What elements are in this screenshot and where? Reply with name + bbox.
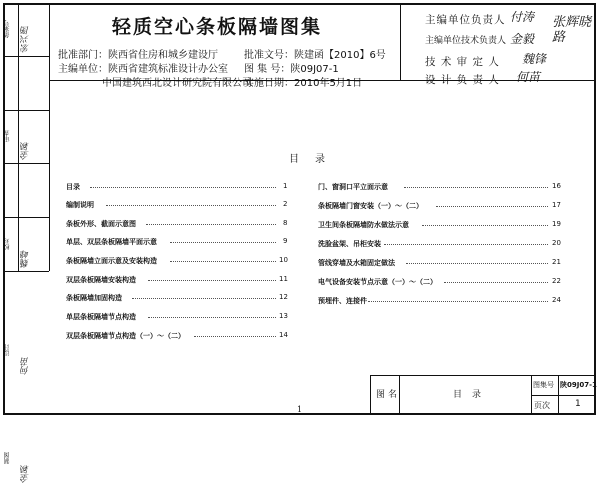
toc-entry[interactable]: [66, 182, 292, 192]
toc-entry[interactable]: [318, 182, 564, 192]
toc-entry-page: 17: [552, 201, 561, 209]
side-row-label: 审查: [4, 130, 11, 142]
toc-leader: [148, 280, 276, 281]
toc-entry-title: 条板隔墙加固构造: [66, 294, 122, 302]
toc-entry-page: 24: [552, 296, 561, 304]
toc-entry-title: 条板隔墙门窗安装（一）～（二）: [318, 202, 423, 210]
toc-entry-title: 洗脸盆架、吊柜安装: [318, 240, 381, 248]
toc-entry-page: 12: [279, 293, 288, 301]
toc-entry-title: 条板隔墙立面示意及安装构造: [66, 257, 157, 265]
atlas-no-label: 图集号: [533, 381, 554, 389]
toc-leader: [384, 244, 548, 245]
side-row: [3, 3, 49, 57]
atlas-no: 图 集 号：陕09J07-1: [244, 64, 339, 75]
toc-entry-page: 20: [552, 239, 561, 247]
side-row-signature: 何苗: [21, 357, 31, 375]
role-signature: 何苗: [516, 70, 541, 84]
toc-entry[interactable]: [318, 277, 564, 287]
toc-entry-title: 编制说明: [66, 201, 94, 209]
side-row: [3, 56, 49, 160]
toc-leader: [422, 225, 548, 226]
role-signature: 金毅: [510, 32, 535, 46]
page-title: 轻质空心条板隔墙图集: [112, 16, 323, 38]
side-approval-panel: [3, 3, 50, 483]
role-signature: 付涛: [510, 10, 535, 24]
toc-entry-title: 门、窗洞口平立面示意: [318, 183, 388, 191]
side-row-signature: 魏峰: [21, 250, 31, 268]
toc-entry[interactable]: [318, 220, 564, 230]
toc-entry[interactable]: [66, 256, 292, 266]
toc-entry-page: 8: [283, 219, 288, 227]
toc-entry[interactable]: [66, 275, 292, 285]
title-block-divider: [531, 395, 595, 396]
toc-entry-page: 14: [279, 331, 288, 339]
toc-entry[interactable]: [318, 239, 564, 249]
role-label: 设 计 负 责 人: [425, 74, 500, 86]
toc-leader: [194, 336, 276, 337]
side-row-label: 制图: [4, 452, 11, 464]
toc-heading: 目录: [289, 154, 341, 165]
side-row-signature: 宏兴图: [21, 26, 31, 53]
side-row-label: 校对: [4, 238, 11, 250]
toc-leader: [404, 187, 548, 188]
role-signature: 魏锋: [522, 52, 547, 66]
header-seal-signature: 张辉晓路: [552, 15, 592, 45]
page-value: 1: [575, 399, 581, 409]
toc-entry-page: 13: [279, 312, 288, 320]
role-label: 技 术 审 定 人: [425, 56, 500, 68]
toc-entry[interactable]: [66, 331, 292, 341]
compiler: 主编单位：陕西省建筑标准设计办公室: [58, 64, 228, 75]
role-label: 主编单位技术负责人: [425, 36, 507, 46]
side-row-signature: 金颖: [21, 465, 31, 483]
side-row-signature: 金颖: [21, 142, 31, 160]
header-divider: [400, 3, 401, 80]
toc-entry-title: 双层条板隔墙安装构造: [66, 276, 136, 284]
toc-entry-page: 2: [283, 200, 288, 208]
effective-date: 实施日期：2010年5月1日: [244, 78, 363, 89]
toc-leader: [170, 242, 276, 243]
toc-entry[interactable]: [318, 258, 564, 268]
toc-entry-page: 1: [283, 182, 288, 190]
toc-entry[interactable]: [318, 296, 564, 306]
toc-entry-page: 10: [279, 256, 288, 264]
toc-entry[interactable]: [66, 237, 292, 247]
toc-leader: [106, 205, 276, 206]
toc-entry-title: 单层条板隔墙节点构造: [66, 313, 136, 321]
toc-leader: [146, 224, 276, 225]
toc-leader: [90, 187, 276, 188]
approval-dept: 批准部门：陕西省住房和城乡建设厅: [58, 50, 218, 61]
role-label: 主编单位负责人: [425, 14, 506, 26]
toc-leader: [406, 263, 548, 264]
page-label: 页次: [534, 401, 550, 410]
bottom-page-mark: 1: [297, 405, 303, 414]
toc-entry-title: 卫生间条板隔墙防水做法示意: [318, 221, 409, 229]
atlas-no-value: 陕09J07-1: [560, 381, 597, 389]
toc-entry[interactable]: [66, 293, 292, 303]
toc-leader: [170, 261, 276, 262]
toc-entry[interactable]: [66, 312, 292, 322]
drawing-name: 目录: [453, 390, 492, 400]
toc-entry-title: 双层条板隔墙节点构造（一）～（二）: [66, 332, 185, 340]
toc-entry-page: 16: [552, 182, 561, 190]
toc-entry-title: 条板外形、截面示意图: [66, 220, 136, 228]
toc-leader: [148, 317, 276, 318]
side-row-label: 备案号: [4, 20, 11, 39]
toc-entry[interactable]: [318, 201, 564, 211]
toc-entry-page: 11: [279, 275, 288, 283]
side-row: [3, 110, 49, 268]
toc-leader: [444, 282, 548, 283]
toc-entry[interactable]: [66, 219, 292, 229]
co-compiler: 中国建筑西北设计研究院有限公司: [102, 78, 252, 89]
toc-entry-title: 预埋件、连接件: [318, 297, 367, 305]
toc-leader: [436, 206, 548, 207]
toc-entry-title: 管线穿墙及水箱固定做法: [318, 259, 395, 267]
toc-entry-title: 电气设备安装节点示意（一）～（二）: [318, 278, 437, 286]
toc-entry-title: 目录: [66, 183, 80, 191]
approval-no: 批准文号：陕建函【2010】6号: [244, 50, 386, 61]
toc-entry-page: 21: [552, 258, 561, 266]
side-row-label: 设计: [4, 344, 11, 356]
toc-entry[interactable]: [66, 200, 292, 210]
toc-leader: [132, 298, 276, 299]
toc-leader: [368, 301, 548, 302]
title-block: [370, 375, 596, 415]
toc-entry-title: 单层、双层条板隔墙平面示意: [66, 238, 157, 246]
toc-entry-page: 19: [552, 220, 561, 228]
toc-entry-page: 9: [283, 237, 288, 245]
drawing-name-label: 图名: [376, 390, 401, 400]
toc-entry-page: 22: [552, 277, 561, 285]
